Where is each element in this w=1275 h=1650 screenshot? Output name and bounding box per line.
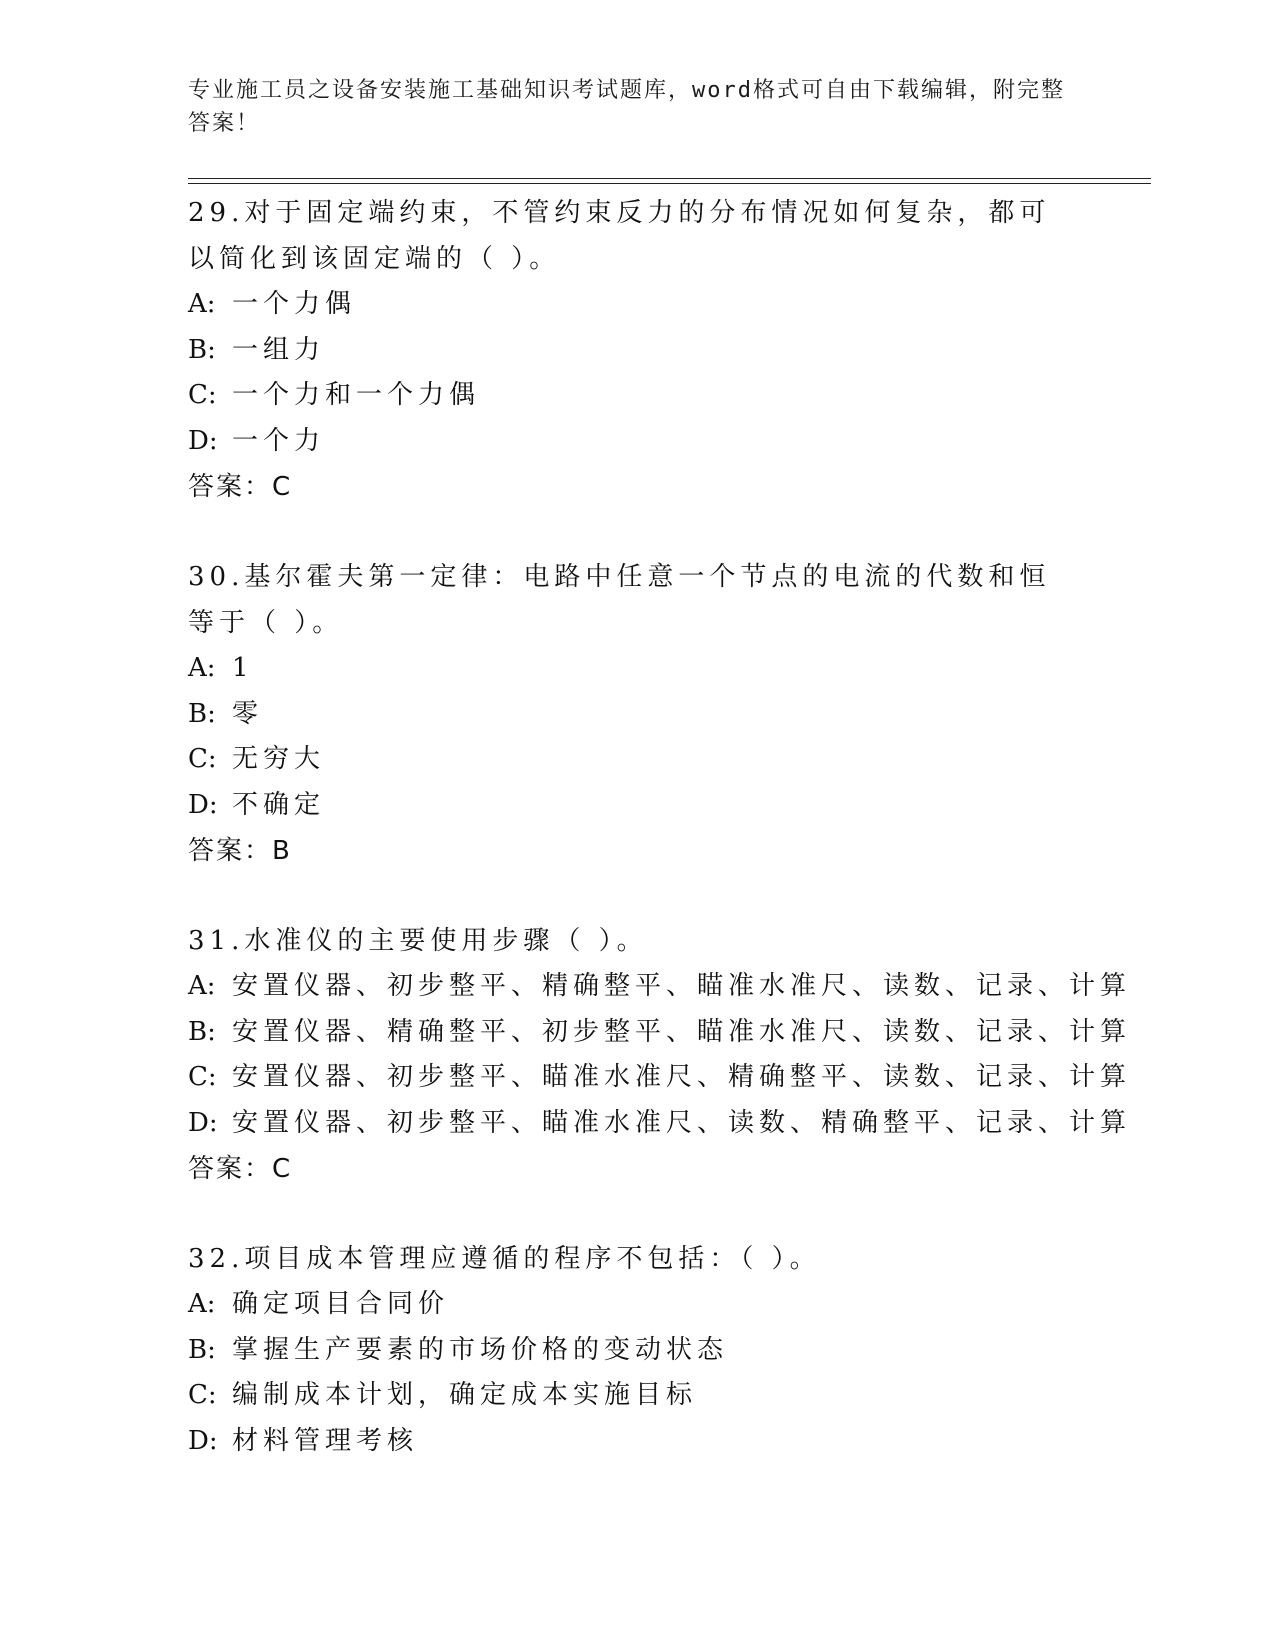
option-text: 一个力和一个力偶 xyxy=(232,380,481,410)
option-key: C: xyxy=(188,1062,217,1092)
option-d xyxy=(188,1419,1088,1465)
option-key: A: xyxy=(188,971,216,1001)
option-b xyxy=(188,328,1088,374)
option-text: 一个力 xyxy=(232,425,326,456)
option-text: 材料管理考核 xyxy=(232,1425,419,1456)
option-c xyxy=(188,1055,1132,1101)
option-text: 确定项目合同价 xyxy=(232,1289,450,1319)
option-c xyxy=(188,1373,1088,1419)
option-c xyxy=(188,373,1088,419)
question-31 xyxy=(188,918,1132,1192)
option-key: D: xyxy=(188,425,218,456)
option-key: B: xyxy=(188,1016,216,1047)
option-d xyxy=(188,419,1088,465)
option-key: D: xyxy=(188,1107,218,1138)
option-text: 安置仪器、初步整平、精确整平、瞄准水准尺、读数、记录、计算 xyxy=(232,971,1132,1001)
question-stem: 31.水准仪的主要使用步骤（ ）。 xyxy=(188,926,648,956)
option-text: 安置仪器、初步整平、瞄准水准尺、读数、精确整平、记录、计算 xyxy=(232,1107,1132,1138)
option-text: 一个力偶 xyxy=(232,289,357,319)
option-key: B: xyxy=(188,1334,216,1365)
question-30 xyxy=(188,554,1088,874)
option-key: C: xyxy=(188,744,217,774)
option-a xyxy=(188,1282,1088,1328)
option-b xyxy=(188,1010,1132,1056)
option-a xyxy=(188,282,1088,328)
option-b xyxy=(188,1328,1088,1374)
option-text: 一组力 xyxy=(232,334,326,365)
option-key: C: xyxy=(188,380,217,410)
answer-line: 答案：C xyxy=(188,1154,293,1184)
option-a xyxy=(188,646,1088,692)
answer-line: 答案：C xyxy=(188,472,293,502)
option-d xyxy=(188,1101,1132,1147)
option-text: 无穷大 xyxy=(232,744,326,774)
header-divider-bottom xyxy=(188,183,1151,184)
option-c xyxy=(188,737,1088,783)
question-32 xyxy=(188,1236,1088,1464)
option-text: 1 xyxy=(232,653,254,683)
answer-line: 答案：B xyxy=(188,836,292,866)
option-text: 掌握生产要素的市场价格的变动状态 xyxy=(232,1334,729,1365)
option-key: D: xyxy=(188,1425,218,1456)
option-key: D: xyxy=(188,789,218,820)
option-text: 不确定 xyxy=(232,789,326,820)
option-key: B: xyxy=(188,334,216,365)
option-text: 零 xyxy=(232,698,264,729)
option-text: 安置仪器、精确整平、初步整平、瞄准水准尺、读数、记录、计算 xyxy=(232,1016,1132,1047)
question-29 xyxy=(188,190,1088,510)
option-a xyxy=(188,964,1132,1010)
option-key: A: xyxy=(188,1289,216,1319)
option-key: A: xyxy=(188,653,216,683)
question-stem: 30.基尔霍夫第一定律：电路中任意一个节点的电流的代数和恒等于（ ）。 xyxy=(188,562,1051,638)
question-stem: 29.对于固定端约束，不管约束反力的分布情况如何复杂，都可以简化到该固定端的（ ）。 xyxy=(188,198,1051,274)
question-list xyxy=(188,190,1132,1508)
option-key: C: xyxy=(188,1380,217,1410)
option-key: A: xyxy=(188,289,216,319)
document-header: 专业施工员之设备安装施工基础知识考试题库，word格式可自由下载编辑，附完整答案！ xyxy=(188,78,1065,136)
question-stem: 32.项目成本管理应遵循的程序不包括：（ ）。 xyxy=(188,1244,821,1274)
option-text: 安置仪器、初步整平、瞄准水准尺、精确整平、读数、记录、计算 xyxy=(232,1062,1132,1092)
option-b xyxy=(188,692,1088,738)
header-divider-top xyxy=(188,178,1151,179)
option-d xyxy=(188,783,1088,829)
option-key: B: xyxy=(188,698,216,729)
option-text: 编制成本计划，确定成本实施目标 xyxy=(232,1380,698,1410)
